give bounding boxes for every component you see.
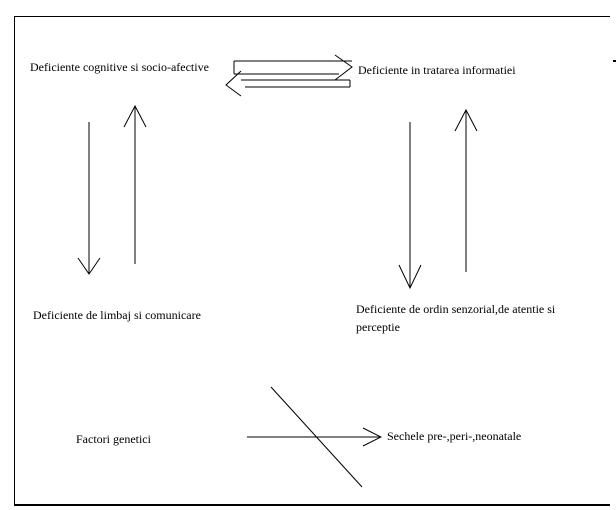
arrow-cognitive-to-info [234,55,352,80]
node-genetic-factors: Factori genetici [76,432,151,446]
node-language-communication: Deficiente de limbaj si comunicare [33,308,201,322]
node-pre-peri-neonatal-sequelae: Sechele pre-,peri-,neonatale [387,429,522,443]
arrow-sensory-to-info [455,110,477,272]
arrow-language-to-cognitive [124,106,146,264]
arrow-info-to-cognitive [226,71,350,96]
node-sensory-attention-perception: Deficiente de ordin senzorial,de atentie si perceptie [356,302,556,334]
node-information-processing: Deficiente in tratarea informatiei [358,63,516,77]
arrow-cognitive-to-language [78,122,100,274]
node-cognitive-socio-affective: Deficiente cognitive si socio-afective [30,60,209,74]
arrow-info-to-sensory [399,122,421,288]
arrow-genetic-to-sequelae [247,428,381,446]
